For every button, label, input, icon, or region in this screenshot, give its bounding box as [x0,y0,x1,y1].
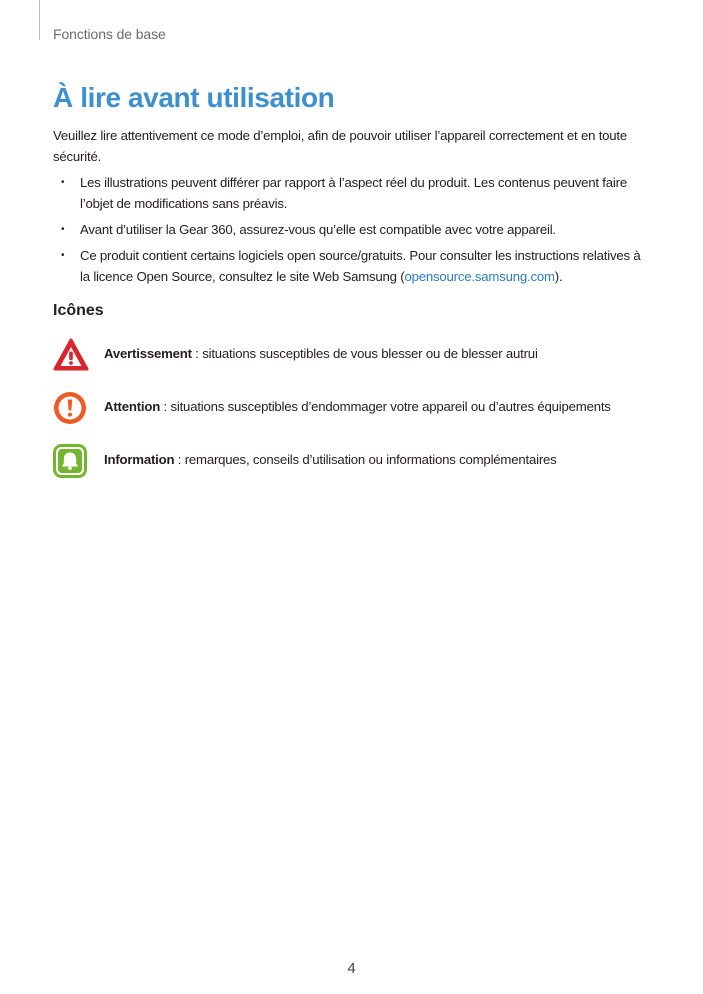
information-bell-icon [53,444,89,478]
bullet-marker: • [61,177,65,188]
icon-description [104,452,557,467]
caution-exclamation-icon [53,391,89,425]
list-item [53,245,643,287]
section-header: Fonctions de base [53,26,166,42]
bullet-marker: • [61,224,65,235]
icon-row-caution [53,391,653,425]
bullet-list [53,172,643,292]
opensource-link[interactable]: opensource.samsung.com [404,269,555,284]
list-item-text: Ce produit contient certains logiciels open source/gratuits. Pour consulter les instructions relatives à la licence Open Source, consultez le site Web Samsung ( [80,248,641,284]
icon-label: Avertissement [104,346,192,361]
icons-heading: Icônes [53,302,104,319]
page-number: 4 [347,960,356,977]
list-item [53,219,643,240]
bullet-marker: • [61,250,65,261]
icon-description-text: : situations susceptibles d’endommager votre appareil ou d’autres équipements [160,399,611,414]
header-divider [39,0,40,40]
warning-triangle-icon [53,338,89,372]
icon-label: Attention [104,399,161,414]
list-item [53,172,643,214]
icon-row-information [53,444,653,478]
icon-label: Information [104,452,175,467]
list-item-text-end: ). [554,269,563,284]
icon-description [104,346,538,361]
icon-description-text: : situations susceptibles de vous blesser ou de blesser autrui [191,346,538,361]
list-item-text: Les illustrations peuvent différer par rapport à l’aspect réel du produit. Les contenus peuvent faire l’objet de modifications sans préavis. [80,175,627,211]
page-title: À lire avant utilisation [53,82,335,113]
intro-paragraph: Veuillez lire attentivement ce mode d’emploi, afin de pouvoir utiliser l’appareil correctement et en toute sécurité. [53,128,628,164]
icon-row-warning [53,338,653,372]
icon-description-text: : remarques, conseils d’utilisation ou informations complémentaires [174,452,557,467]
list-item-text: Avant d’utiliser la Gear 360, assurez-vous qu’elle est compatible avec votre appareil. [80,222,556,237]
icon-description [104,399,611,414]
